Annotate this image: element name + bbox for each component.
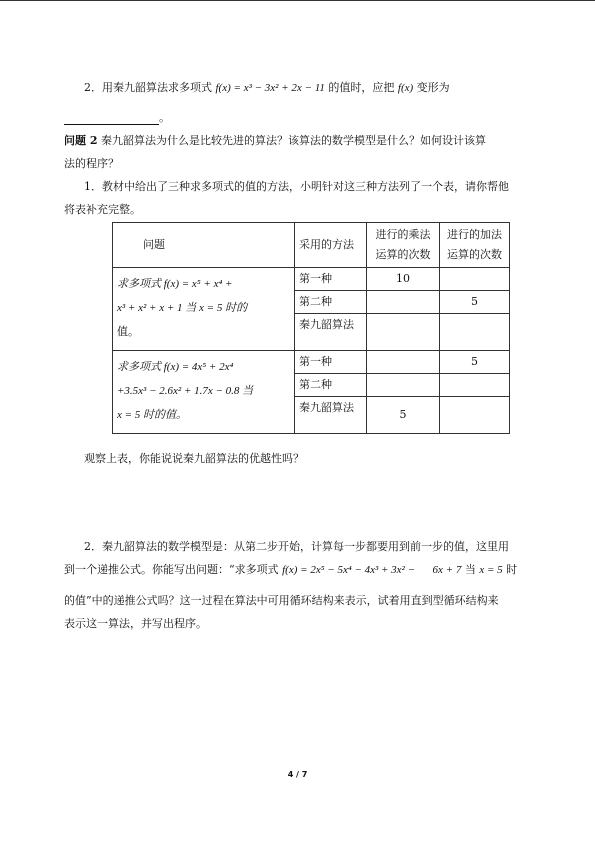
answer-end-mark: 。 [159, 111, 170, 124]
observe-question: 观察上表，你能说说秦九韶算法的优越性吗？ [84, 452, 304, 465]
item-2-line4: 表示这一算法，并写出程序。 [64, 617, 207, 630]
add-cell[interactable] [440, 374, 510, 397]
add-cell[interactable] [440, 314, 510, 351]
header-add-line2: 运算的次数 [447, 248, 502, 261]
header-method: 采用的方法 [295, 223, 367, 268]
q1-text2: 的值时，应把 [328, 81, 395, 94]
mult-cell[interactable] [367, 374, 440, 397]
group1-problem-cell [113, 268, 295, 351]
q1-formula: f(x) = x³ − 3x² + 2x − 11 [215, 82, 325, 94]
answer-blank[interactable] [64, 113, 159, 125]
q1-text1: 2．用秦九韶算法求多项式 [84, 81, 212, 94]
method-cell: 第二种 [295, 291, 367, 314]
item-1-line1: 1．教材中给出了三种求多项式的值的方法，小明针对这三种方法列了一个表，请你帮他 [84, 180, 509, 193]
item-2-line2 [64, 563, 517, 577]
group2-line1: 求多项式 f(x) = 4x⁵ + 2x⁴ [117, 361, 234, 373]
header-mult [367, 223, 440, 268]
mult-cell[interactable]: 5 [367, 397, 440, 434]
header-problem: 问题 [113, 223, 295, 268]
item-1-line2: 将表补充完整。 [64, 203, 141, 216]
group1-line1: 求多项式 f(x) = x⁵ + x⁴ + [117, 278, 233, 290]
add-cell[interactable] [440, 268, 510, 291]
q1-text3: 变形为 [416, 81, 450, 94]
q1-fx: f(x) [397, 82, 414, 94]
mult-cell[interactable] [367, 351, 440, 374]
mult-cell[interactable] [367, 291, 440, 314]
page-number: 4 / 7 [287, 770, 308, 779]
table-header-row [113, 223, 510, 268]
problem-2-line2: 法的程序？ [64, 157, 119, 170]
item-2-line3: 的值”中的递推公式吗？这一过程在算法中可用循环结构来表示，试着用直到型循环结构来 [64, 594, 499, 607]
group2-problem-cell [113, 351, 295, 434]
group1-line3: 值。 [117, 325, 139, 338]
item-2-formula: f(x) = 2x⁵ − 5x⁴ − 4x³ + 3x² − [282, 564, 416, 576]
method-cell: 秦九韶算法 [295, 397, 367, 434]
question-2-line [84, 81, 450, 95]
header-add [440, 223, 510, 268]
add-cell[interactable]: 5 [440, 291, 510, 314]
item-2-line2-text: 到一个递推公式。你能写出问题：“求多项式 [64, 563, 279, 576]
problem-2-text: 秦九韶算法为什么是比较先进的算法？该算法的数学模型是什么？如何设计该算 [100, 134, 486, 147]
header-mult-line2: 运算的次数 [375, 248, 431, 261]
group2-line3: x = 5 时的值。 [117, 409, 188, 421]
method-cell: 第一种 [295, 351, 367, 374]
group1-line2: x³ + x² + x + 1 当 x = 5 时的 [117, 302, 248, 314]
answer-blank-line [64, 111, 170, 125]
table-row [113, 268, 510, 291]
mult-cell[interactable] [367, 314, 440, 351]
comparison-table [112, 222, 510, 434]
item-2-formula-tail: 6x + 7 [432, 564, 462, 576]
method-cell: 第一种 [295, 268, 367, 291]
add-cell[interactable]: 5 [440, 351, 510, 374]
method-cell: 秦九韶算法 [295, 314, 367, 351]
item-2-when: 当 [464, 563, 476, 576]
item-2-time: 时 [506, 563, 518, 576]
problem-2-line1 [64, 134, 486, 148]
item-2-cond: x = 5 [479, 564, 503, 576]
problem-2-label: 问题 2 [64, 134, 98, 147]
group2-line2: +3.5x³ − 2.6x² + 1.7x − 0.8 当 [117, 385, 254, 397]
table-row [113, 351, 510, 374]
header-add-line1: 进行的加法 [447, 228, 502, 241]
add-cell[interactable] [440, 397, 510, 434]
page-top-rule [0, 0, 595, 1]
method-cell: 第二种 [295, 374, 367, 397]
mult-cell[interactable]: 10 [367, 268, 440, 291]
header-mult-line1: 进行的乘法 [375, 228, 431, 241]
item-2-line1: 2．秦九韶算法的数学模型是：从第二步开始，计算每一步都要用到前一步的值，这里用 [84, 540, 509, 553]
